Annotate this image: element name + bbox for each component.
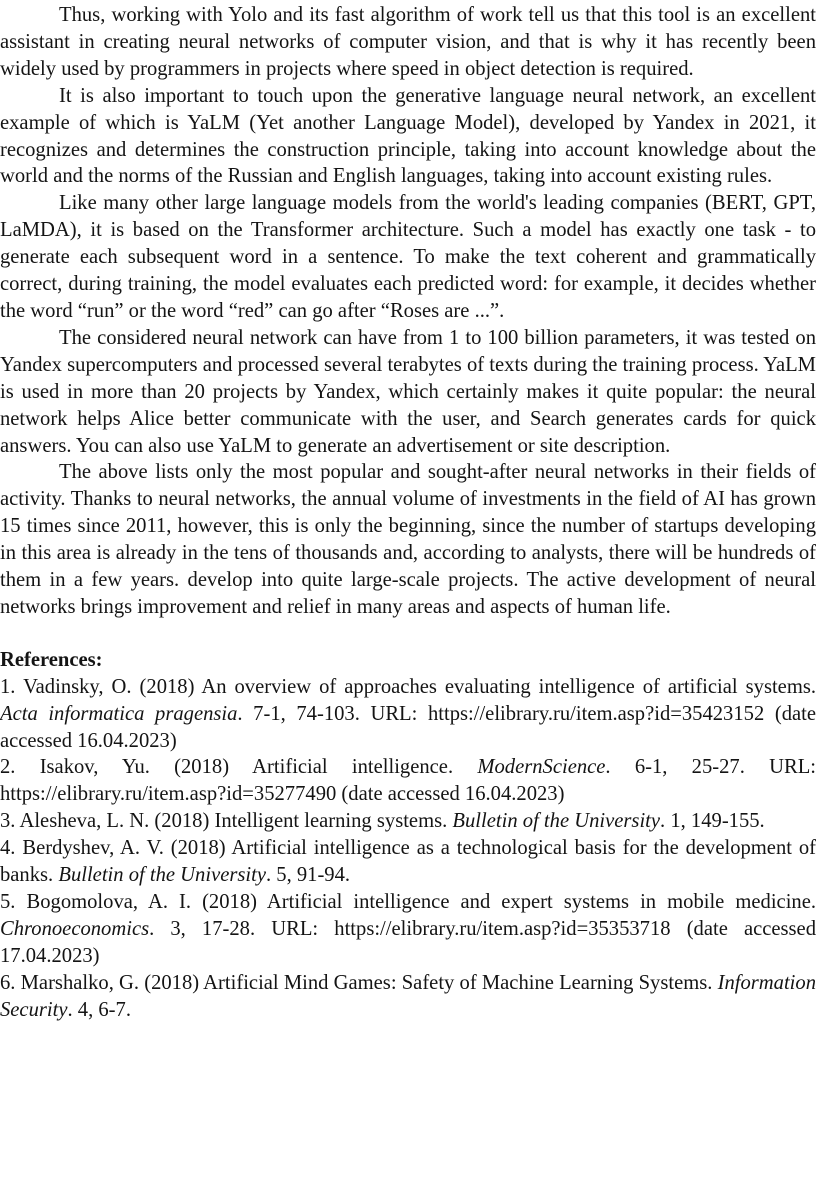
reference-journal: Acta informatica pragensia <box>0 702 238 725</box>
reference-journal: Bulletin of the University <box>452 810 661 833</box>
reference-details: . 4, 6-7. <box>67 998 131 1021</box>
reference-details: . 1, 149-155. <box>660 810 765 833</box>
reference-details: . 3, 17-28. URL: https://elibrary.ru/item.asp?id=35353718 (date accessed 17.04.2023) <box>0 917 816 967</box>
reference-item-6 <box>0 970 816 1024</box>
reference-details: . 6-1, 25-27. URL: https://elibrary.ru/item.asp?id=35277490 (date accessed 16.04.2023) <box>0 756 816 806</box>
body-paragraph-transformer: Like many other large language models from the world's leading companies (BERT, GPT, LaMDA), it is based on the Transformer architecture. Such a model has exactly one task - to generate each subsequent word in a sentence. To make the text coherent and grammatically correct, during training, the model evaluates each predicted word: for example, it decides whether the word “run” or the word “red” can go after “Roses are ...”. <box>0 192 816 322</box>
references-heading: References: <box>0 648 103 671</box>
body-paragraph-yalm-usage: The considered neural network can have from 1 to 100 billion parameters, it was tested on Yandex supercomputers and processed several terabytes of texts during the training process. YaLM is used in more than 20 projects by Yandex, which certainly makes it quite popular: the neural network helps Alice better communicate with the user, and Search generates cards for quick answers. You can also use YaLM to generate an advertisement or site description. <box>0 326 816 457</box>
reference-journal: Chronoeconomics <box>0 917 150 940</box>
section-spacer <box>0 621 816 647</box>
reference-text: 1. Vadinsky, O. (2018) An overview of approaches evaluating intelligence of artificial systems. <box>0 675 816 698</box>
reference-text: 2. Isakov, Yu. (2018) Artificial intelligence. <box>0 756 454 779</box>
reference-journal: ModernScience <box>477 756 606 779</box>
reference-item-1 <box>0 674 816 755</box>
reference-text: 3. Alesheva, L. N. (2018) Intelligent learning systems. <box>0 810 448 833</box>
reference-details: . 7-1, 74-103. URL: https://elibrary.ru/item.asp?id=35423152 (date accessed 16.04.2023) <box>0 702 816 752</box>
reference-journal: Information Security <box>0 971 816 1021</box>
reference-text: 4. Berdyshev, A. V. (2018) Artificial intelligence as a technological basis for the development of banks. <box>0 837 816 887</box>
reference-details: . 5, 91-94. <box>265 864 351 887</box>
reference-item-4 <box>0 835 816 889</box>
reference-text: 6. Marshalko, G. (2018) Artificial Mind Games: Safety of Machine Learning Systems. <box>0 971 713 994</box>
body-paragraph-conclusion: The above lists only the most popular and sought-after neural networks in their fields of activity. Thanks to neural networks, the annual volume of investments in the field of AI has grown 15 times since 2011, however, this is only the beginning, since the number of startups developing in this area is already in the tens of thousands and, according to analysts, there will be hundreds of them in a few years. develop into quite large-scale projects. The active development of neural networks brings improvement and relief in many areas and aspects of human life. <box>0 461 816 618</box>
reference-item-3 <box>0 808 816 835</box>
reference-item-5 <box>0 889 816 970</box>
reference-item-2 <box>0 754 816 808</box>
body-paragraph-yolo: Thus, working with Yolo and its fast algorithm of work tell us that this tool is an excellent assistant in creating neural networks of computer vision, and that is why it has recently been widely used by programmers in projects where speed in object detection is required. <box>0 4 816 80</box>
reference-journal: Bulletin of the University <box>58 864 266 887</box>
reference-text: 5. Bogomolova, A. I. (2018) Artificial intelligence and expert systems in mobile medicine. <box>0 891 816 913</box>
body-paragraph-yalm-intro: It is also important to touch upon the generative language neural network, an excellent example of which is YaLM (Yet another Language Model), developed by Yandex in 2021, it recognizes and determines the construction principle, taking into account knowledge about the world and the norms of the Russian and English languages, taking into account existing rules. <box>0 84 816 188</box>
